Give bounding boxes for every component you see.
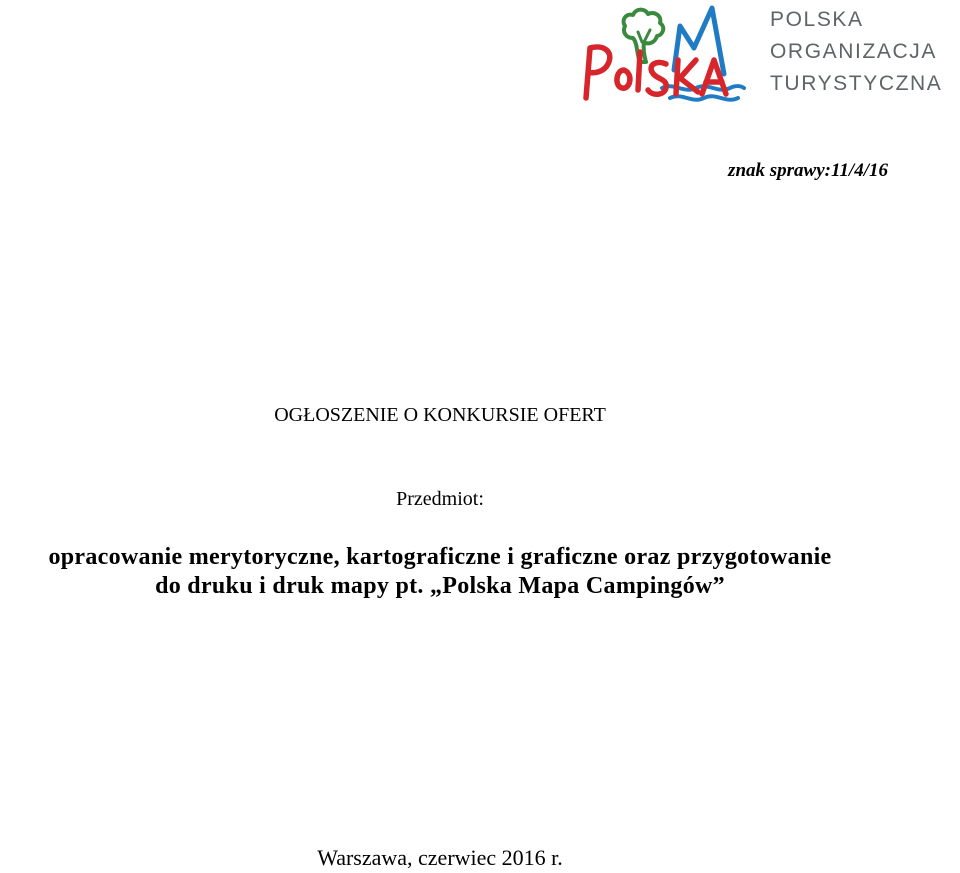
subject-line-1: opracowanie merytoryczne, kartograficzne i graficzne oraz przygotowanie [48, 544, 832, 570]
subject-line-2: do druku i druk mapy pt. „Polska Mapa Campingów” [155, 573, 725, 599]
announcement-title: OGŁOSZENIE O KONKURSIE OFERT [274, 404, 606, 426]
subject-label: Przedmiot: [396, 488, 484, 510]
place-and-date: Warszawa, czerwiec 2016 r. [317, 845, 563, 870]
subject-text [0, 543, 880, 601]
logo-polska-organizacja-turystyczna [578, 2, 958, 110]
polska-logo-icon [578, 2, 748, 110]
org-line-1: POLSKA [770, 8, 864, 31]
tree-icon [624, 10, 664, 62]
organization-name [770, 4, 942, 100]
org-line-3: TURYSTYCZNA [770, 72, 943, 95]
case-reference: znak sprawy:11/4/16 [728, 160, 888, 181]
org-line-2: ORGANIZACJA [770, 40, 937, 63]
